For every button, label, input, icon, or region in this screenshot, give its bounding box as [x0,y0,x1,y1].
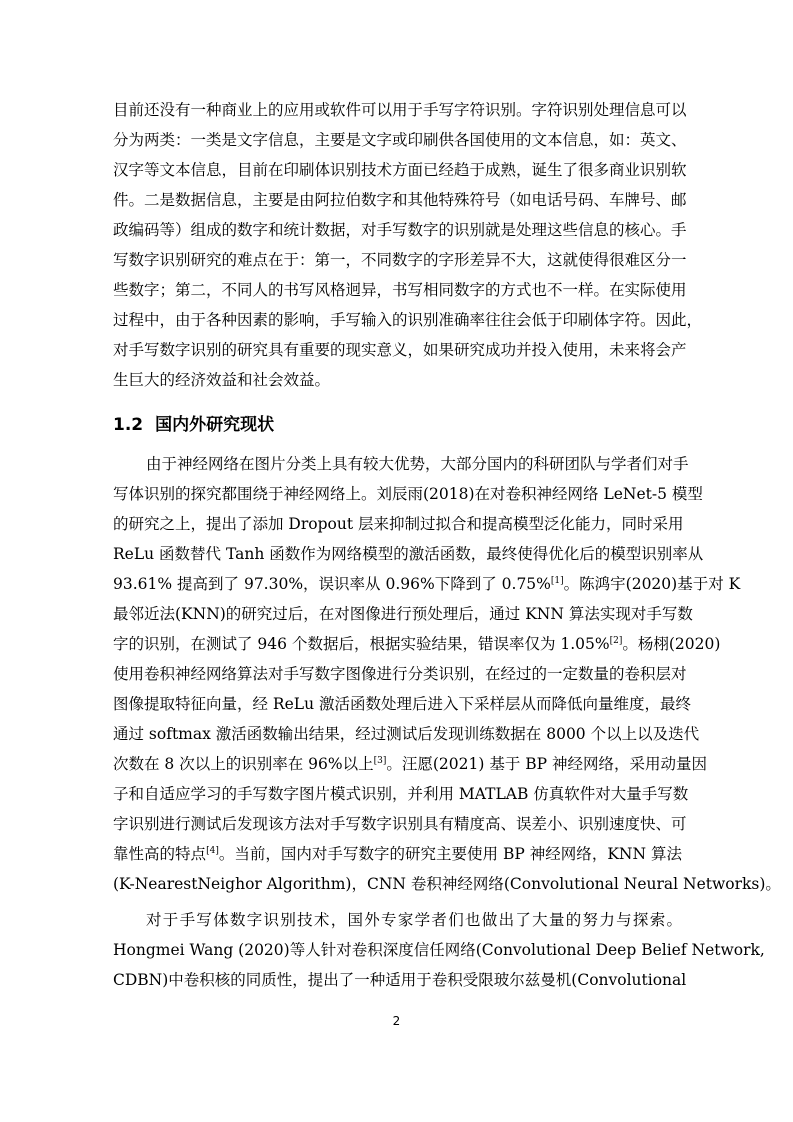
paragraph-2-line: 最邻近法(KNN)的研究过后，在对图像进行预处理后，通过 KNN 算法实现对手写数 [113,605,693,623]
paragraph-3-line: CDBN)中卷积核的同质性，提出了一种适用于卷积受限玻尔兹曼机(Convolutional [113,971,687,989]
text-segment: 93.61% 提高到了 97.30%，误识率从 0.96%下降到了 0.75% [113,575,551,593]
paragraph-1-line: 对手写数字识别的研究具有重要的现实意义，如果研究成功并投入使用，未来将会产 [113,341,687,359]
paragraph-1-line: 生巨大的经济效益和社会效益。 [113,371,331,389]
paragraph-2-line: 子和自适应学习的手写数字图片模式识别，并利用 MATLAB 仿真软件对大量手写数 [113,785,689,803]
text-segment: 字的识别，在测试了 946 个数据后，根据实验结果，错误率仅为 1.05% [113,635,610,653]
paragraph-1-line: 目前还没有一种商业上的应用或软件可以用于手写字符识别。字符识别处理信息可以 [113,101,687,119]
paragraph-2-line: 由于神经网络在图片分类上具有较大优势，大部分国内的科研团队与学者们对手 [146,455,689,473]
citation-ref: [3] [373,756,387,766]
paragraph-2-line [113,633,721,655]
text-segment: 靠性高的特点 [113,845,207,863]
paragraph-1-line: 政编码等）组成的数字和统计数据，对手写数字的识别就是处理这些信息的核心。手 [113,221,687,239]
paragraph-2-line: 使用卷积神经网络算法对手写数字图像进行分类识别，在经过的一定数量的卷积层对 [113,665,687,683]
paragraph-1-line: 过程中，由于各种因素的影响，手写输入的识别准确率往往会低于印刷体字符。因此， [113,311,703,329]
paragraph-3-line: 对于手写体数字识别技术，国外专家学者们也做出了大量的努力与探索。 [146,911,682,929]
citation-ref: [1] [550,576,564,586]
text-segment: 。汪愿(2021) 基于 BP 神经网络，采用动量因 [386,755,708,773]
page-number: 2 [392,1014,401,1028]
section-heading [113,413,274,437]
paragraph-2-line: 图像提取特征向量，经 ReLu 激活函数处理后进入下采样层从而降低向量维度，最终 [113,695,691,713]
text-segment: 次数在 8 次以上的识别率在 96%以上 [113,755,374,773]
section-number: 1.2 [113,415,144,435]
paragraph-2-line [113,843,682,865]
text-segment: 。杨栩(2020) [622,635,721,653]
paragraph-1-line: 件。二是数据信息，主要是由阿拉伯数字和其他特殊符号（如电话号码、车牌号、邮 [113,191,687,209]
text-segment: 。当前，国内对手写数字的研究主要使用 BP 神经网络，KNN 算法 [218,845,682,863]
paragraph-1-line: 写数字识别研究的难点在于：第一，不同数字的字形差异不大，这就使得很难区分一 [113,251,687,269]
text-segment: 。陈鸿宇(2020)基于对 K [563,575,741,593]
paragraph-1-line: 汉字等文本信息，目前在印刷体识别技术方面已经趋于成熟，诞生了很多商业识别软 [113,161,687,179]
paragraph-2-line: ReLu 函数替代 Tanh 函数作为网络模型的激活函数，最终使得优化后的模型识别率从 [113,545,704,563]
paragraph-2-line: 写体识别的探究都围绕于神经网络上。刘辰雨(2018)在对卷积神经网络 LeNet-5 模型 [113,485,703,503]
citation-ref: [2] [609,636,623,646]
paragraph-2-line [113,753,708,775]
paragraph-2-line [113,573,741,595]
paragraph-3-line: Hongmei Wang (2020)等人针对卷积深度信任网络(Convolutional Deep Belief Network, [113,941,765,959]
citation-ref: [4] [206,846,219,856]
paragraph-2-line: 的研究之上，提出了添加 Dropout 层来抑制过拟合和提高模型泛化能力，同时采用 [113,515,684,533]
paragraph-2-line: 字识别进行测试后发现该方法对手写数字识别具有精度高、误差小、识别速度快、可 [113,815,687,833]
paragraph-2-line: (K-NearestNeighor Algorithm)，CNN 卷积神经网络(Convolutional Neural Networks)。 [113,875,781,893]
paragraph-1-line: 些数字；第二，不同人的书写风格迥异，书写相同数字的方式也不一样。在实际使用 [113,281,687,299]
section-title: 国内外研究现状 [155,415,275,435]
paragraph-1-line: 分为两类：一类是文字信息，主要是文字或印刷供各国使用的文本信息，如：英文、 [113,131,687,149]
paragraph-2-line: 通过 softmax 激活函数输出结果，经过测试后发现训练数据在 8000 个以上以及迭代 [113,725,700,743]
